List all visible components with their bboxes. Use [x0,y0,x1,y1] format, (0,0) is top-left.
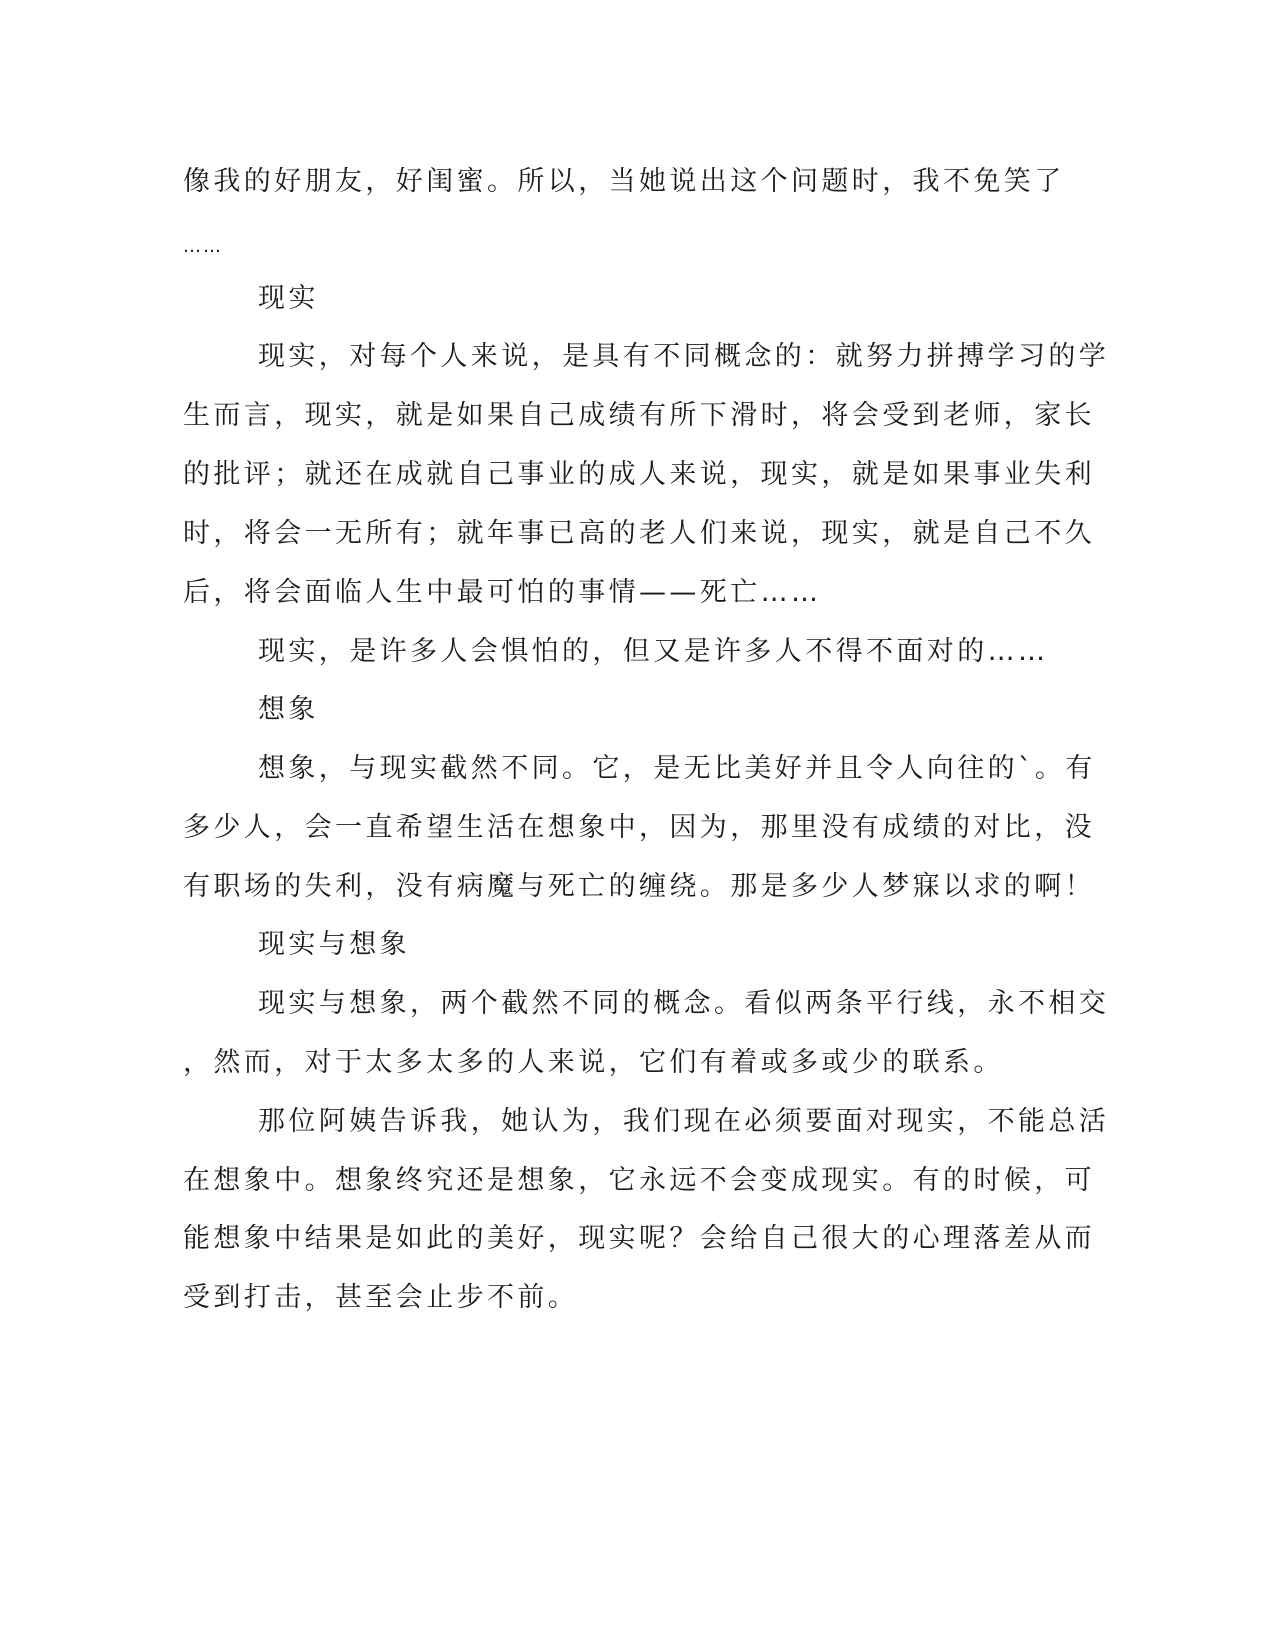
text-line: 有职场的失利，没有病魔与死亡的缠绕。那是多少人梦寐以求的啊！ [183,871,1095,902]
section-heading-imagination: 想象 [258,694,319,725]
text-line: 能想象中结果是如此的美好，现实呢？会给自己很大的心理落差从而 [183,1223,1095,1254]
text-line: ，然而，对于太多太多的人来说，它们有着或多或少的联系。 [183,1047,1004,1078]
section-heading-reality-and-imagination: 现实与想象 [258,929,410,960]
text-line: 现实，是许多人会惧怕的，但又是许多人不得不面对的…… [258,636,1049,667]
ellipsis-line: …… [183,236,223,257]
text-line: 的批评；就还在成就自己事业的成人来说，现实，就是如果事业失利 [183,459,1095,490]
text-line: 现实，对每个人来说，是具有不同概念的：就努力拼搏学习的学 [258,341,1110,372]
text-line: 后，将会面临人生中最可怕的事情——死亡…… [183,577,822,608]
text-line: 在想象中。想象终究还是想象，它永远不会变成现实。有的时候，可 [183,1165,1095,1196]
text-line: 像我的好朋友，好闺蜜。所以，当她说出这个问题时，我不免笑了 [183,166,1065,197]
text-line: 想象，与现实截然不同。它，是无比美好并且令人向往的`。有 [258,753,1096,784]
text-line: 现实与想象，两个截然不同的概念。看似两条平行线，永不相交 [258,988,1110,1019]
text-line: 时，将会一无所有；就年事已高的老人们来说，现实，就是自己不久 [183,518,1095,549]
text-line: 多少人，会一直希望生活在想象中，因为，那里没有成绩的对比，没 [183,812,1095,843]
text-line: 受到打击，甚至会止步不前。 [183,1282,579,1313]
section-heading-reality: 现实 [258,283,319,314]
text-line: 生而言，现实，就是如果自己成绩有所下滑时，将会受到老师，家长 [183,400,1095,431]
text-line: 那位阿姨告诉我，她认为，我们现在必须要面对现实，不能总活 [258,1106,1110,1137]
